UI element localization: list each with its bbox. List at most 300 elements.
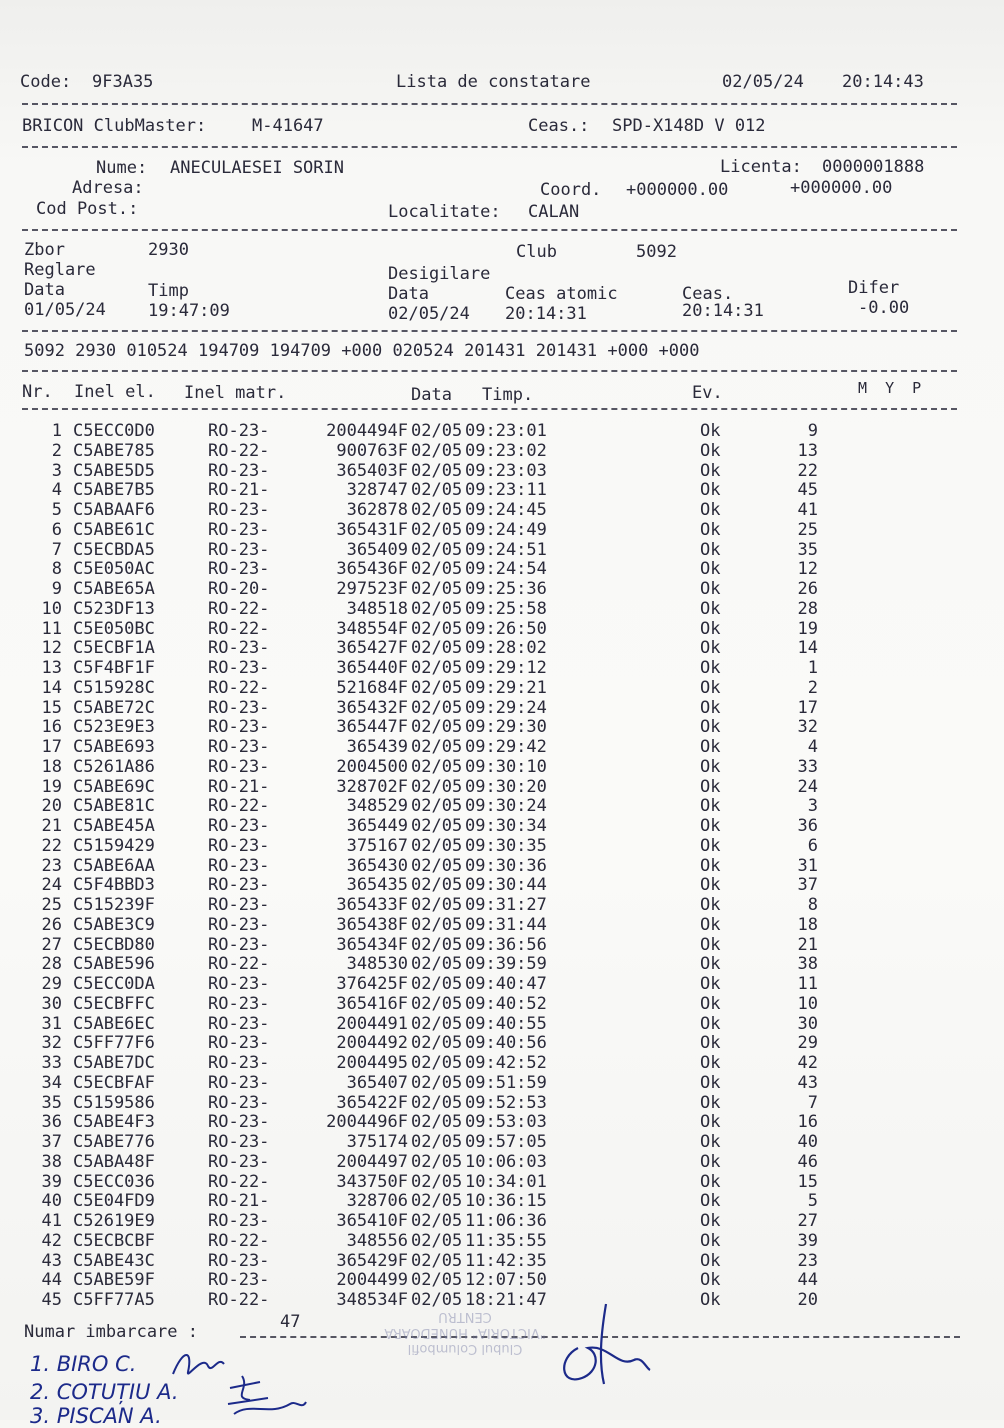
row-inel-prefix: RO-23- <box>208 559 270 580</box>
row-inel-prefix: RO-23- <box>208 500 270 520</box>
row-nr: 10 <box>41 598 62 619</box>
row-nr: 18 <box>41 756 62 777</box>
row-inel-number: 365432F <box>336 697 408 718</box>
row-inel-number: 2004499 <box>336 1270 408 1291</box>
reglare-timp-label: Timp <box>148 281 189 301</box>
row-inel-el: C5ABE6AA <box>73 855 155 876</box>
row-inel-number: 343750F <box>336 1171 408 1192</box>
row-position: 23 <box>797 1250 818 1271</box>
row-inel-number: 328702F <box>336 776 408 797</box>
row-inel-prefix: RO-23- <box>208 914 270 935</box>
table-row <box>0 480 1004 500</box>
row-position: 5 <box>807 1191 818 1212</box>
row-event: Ok <box>700 1151 721 1172</box>
desigilare-data-label: Data <box>388 284 429 304</box>
row-event: Ok <box>700 1013 721 1034</box>
row-inel-number: 365409 <box>346 539 408 560</box>
row-date: 02/05 <box>411 776 463 797</box>
row-nr: 36 <box>41 1112 62 1133</box>
row-date: 02/05 <box>411 638 463 659</box>
row-event: Ok <box>700 717 721 738</box>
table-row <box>0 994 1004 1014</box>
code-label: Code: <box>20 72 72 92</box>
row-event: Ok <box>700 737 721 757</box>
row-nr: 2 <box>51 440 62 461</box>
row-date: 02/05 <box>411 1230 463 1251</box>
row-inel-prefix: RO-23- <box>208 1151 270 1172</box>
row-time: 09:23:02 <box>465 440 547 461</box>
row-inel-prefix: RO-23- <box>208 934 270 955</box>
table-row <box>0 678 1004 698</box>
row-nr: 29 <box>41 974 62 994</box>
row-date: 02/05 <box>411 1092 463 1113</box>
row-inel-prefix: RO-23- <box>208 974 270 994</box>
row-position: 11 <box>797 974 818 994</box>
row-date: 02/05 <box>411 756 463 777</box>
row-inel-el: C5ABE3C9 <box>73 914 155 935</box>
row-inel-el: C5ECBF1A <box>73 638 155 659</box>
col-inel-matr: Inel matr. <box>184 383 287 403</box>
row-date: 02/05 <box>411 1290 463 1310</box>
reglare-label: Reglare <box>24 260 96 280</box>
row-inel-prefix: RO-21- <box>208 1191 270 1212</box>
row-date: 02/05 <box>411 1171 463 1192</box>
row-nr: 26 <box>41 914 62 935</box>
handwritten-signatory-2: 2. COTUȚIU A. <box>30 1380 179 1404</box>
document-title: Lista de constatare <box>396 72 591 92</box>
row-date: 02/05 <box>411 1053 463 1073</box>
table-row <box>0 1251 1004 1271</box>
desigilare-ceas: 20:14:31 <box>682 301 764 321</box>
row-position: 15 <box>797 1171 818 1192</box>
row-inel-number: 365438F <box>336 914 408 935</box>
row-inel-el: C5159586 <box>73 1092 155 1113</box>
row-time: 09:52:53 <box>465 1092 547 1113</box>
row-event: Ok <box>700 500 721 520</box>
row-inel-number: 365407 <box>346 1072 408 1093</box>
row-position: 29 <box>797 1033 818 1054</box>
row-time: 09:28:02 <box>465 638 547 659</box>
row-event: Ok <box>700 1171 721 1192</box>
reglare-data: 01/05/24 <box>24 300 106 320</box>
separator <box>22 408 957 410</box>
row-event: Ok <box>700 1250 721 1271</box>
row-time: 09:29:12 <box>465 658 547 678</box>
row-inel-el: C523E9E3 <box>73 717 155 738</box>
row-inel-number: 365429F <box>336 1250 408 1271</box>
row-time: 09:30:24 <box>465 796 547 817</box>
row-inel-prefix: RO-23- <box>208 737 270 757</box>
separator <box>22 146 957 148</box>
row-inel-number: 2004494F <box>326 421 408 441</box>
row-date: 02/05 <box>411 717 463 738</box>
nume-label: Nume: <box>96 158 148 178</box>
col-timp: Timp. <box>482 385 534 405</box>
row-event: Ok <box>700 1092 721 1113</box>
row-time: 09:51:59 <box>465 1072 547 1093</box>
row-date: 02/05 <box>411 1250 463 1271</box>
row-date: 02/05 <box>411 440 463 461</box>
code-value: 9F3A35 <box>92 72 154 92</box>
row-nr: 32 <box>41 1033 62 1054</box>
clubmaster-label: BRICON ClubMaster: <box>22 116 207 136</box>
row-inel-prefix: RO-23- <box>208 875 270 896</box>
row-nr: 7 <box>51 539 62 560</box>
row-inel-el: C5ECC0DA <box>73 974 155 994</box>
table-row <box>0 1231 1004 1251</box>
row-event: Ok <box>700 1053 721 1073</box>
row-inel-prefix: RO-22- <box>208 440 270 461</box>
row-event: Ok <box>700 579 721 599</box>
row-date: 02/05 <box>411 914 463 935</box>
row-event: Ok <box>700 618 721 639</box>
club-stamp: Clubul Columbofil "VICTORIA" HUNEDOARA CENTRU <box>384 1309 546 1356</box>
row-date: 02/05 <box>411 1013 463 1034</box>
row-nr: 30 <box>41 993 62 1014</box>
row-date: 02/05 <box>411 1072 463 1093</box>
row-position: 42 <box>797 1053 818 1073</box>
row-position: 24 <box>797 776 818 797</box>
row-date: 02/05 <box>411 1211 463 1231</box>
row-time: 12:07:50 <box>465 1270 547 1291</box>
ceas-atomic-label: Ceas atomic <box>505 284 618 304</box>
row-time: 09:31:27 <box>465 895 547 915</box>
row-date: 02/05 <box>411 1270 463 1291</box>
row-date: 02/05 <box>411 954 463 975</box>
owner-name: ANECULAESEI SORIN <box>170 158 344 178</box>
row-position: 14 <box>797 638 818 659</box>
row-inel-number: 348556 <box>346 1230 408 1251</box>
row-inel-number: 2004491 <box>336 1013 408 1034</box>
table-row <box>0 1112 1004 1132</box>
row-time: 09:25:58 <box>465 598 547 619</box>
row-event: Ok <box>700 638 721 659</box>
row-inel-el: C5ECC036 <box>73 1171 155 1192</box>
row-inel-el: C5ABE596 <box>73 954 155 975</box>
row-event: Ok <box>700 559 721 580</box>
row-date: 02/05 <box>411 796 463 817</box>
row-nr: 44 <box>41 1270 62 1291</box>
row-position: 26 <box>797 579 818 599</box>
row-date: 02/05 <box>411 1033 463 1054</box>
table-row <box>0 1152 1004 1172</box>
row-position: 12 <box>797 559 818 580</box>
row-date: 02/05 <box>411 934 463 955</box>
row-position: 16 <box>797 1112 818 1133</box>
row-inel-el: C5ABE61C <box>73 519 155 540</box>
row-position: 27 <box>797 1211 818 1231</box>
row-time: 10:06:03 <box>465 1151 547 1172</box>
row-event: Ok <box>700 539 721 560</box>
row-time: 11:42:35 <box>465 1250 547 1271</box>
row-inel-prefix: RO-23- <box>208 1013 270 1034</box>
print-date: 02/05/24 <box>722 72 804 92</box>
table-row <box>0 856 1004 876</box>
row-nr: 6 <box>51 519 62 540</box>
row-inel-el: C5ECBCBF <box>73 1230 155 1251</box>
row-position: 35 <box>797 539 818 560</box>
row-time: 09:29:24 <box>465 697 547 718</box>
row-inel-number: 521684F <box>336 677 408 698</box>
row-event: Ok <box>700 993 721 1014</box>
row-inel-number: 365427F <box>336 638 408 659</box>
row-event: Ok <box>700 875 721 896</box>
row-time: 11:35:55 <box>465 1230 547 1251</box>
row-nr: 17 <box>41 737 62 757</box>
separator <box>22 103 957 105</box>
row-time: 09:23:01 <box>465 421 547 441</box>
row-nr: 45 <box>41 1290 62 1310</box>
row-inel-prefix: RO-23- <box>208 1211 270 1231</box>
table-row <box>0 540 1004 560</box>
zbor-value: 2930 <box>148 240 189 260</box>
reglare-data-label: Data <box>24 280 65 300</box>
row-position: 9 <box>807 421 818 441</box>
row-inel-number: 376425F <box>336 974 408 994</box>
table-row <box>0 1053 1004 1073</box>
row-date: 02/05 <box>411 993 463 1014</box>
row-position: 1 <box>807 658 818 678</box>
row-time: 09:24:49 <box>465 519 547 540</box>
row-nr: 28 <box>41 954 62 975</box>
row-inel-prefix: RO-23- <box>208 756 270 777</box>
row-time: 09:29:21 <box>465 677 547 698</box>
row-inel-prefix: RO-23- <box>208 1132 270 1152</box>
col-nr: Nr. <box>22 382 53 402</box>
difer-value: -0.00 <box>858 298 910 318</box>
row-inel-el: C5ABE693 <box>73 737 155 757</box>
col-inel-el: Inel el. <box>74 382 156 402</box>
row-inel-el: C5ABE43C <box>73 1250 155 1271</box>
row-inel-number: 365440F <box>336 658 408 678</box>
row-nr: 33 <box>41 1053 62 1073</box>
row-position: 33 <box>797 756 818 777</box>
row-position: 46 <box>797 1151 818 1172</box>
row-time: 09:30:10 <box>465 756 547 777</box>
codpost-label: Cod Post.: <box>36 199 139 219</box>
row-position: 22 <box>797 460 818 481</box>
row-inel-el: C5ECBDA5 <box>73 539 155 560</box>
row-inel-number: 328747 <box>346 480 408 501</box>
desigilare-label: Desigilare <box>388 264 491 284</box>
row-nr: 39 <box>41 1171 62 1192</box>
table-row <box>0 441 1004 461</box>
table-row <box>0 421 1004 441</box>
row-inel-number: 365403F <box>336 460 408 481</box>
row-inel-number: 365422F <box>336 1092 408 1113</box>
row-date: 02/05 <box>411 1151 463 1172</box>
row-position: 6 <box>807 835 818 856</box>
row-event: Ok <box>700 658 721 678</box>
row-inel-number: 2004492 <box>336 1033 408 1054</box>
row-event: Ok <box>700 974 721 994</box>
signature-scribble-main <box>548 1298 658 1390</box>
row-inel-prefix: RO-22- <box>208 598 270 619</box>
licenta-label: Licenta: <box>720 157 802 177</box>
row-nr: 37 <box>41 1132 62 1152</box>
row-time: 09:30:20 <box>465 776 547 797</box>
localitate-label: Localitate: <box>388 202 501 222</box>
row-inel-prefix: RO-23- <box>208 835 270 856</box>
row-nr: 15 <box>41 697 62 718</box>
row-inel-prefix: RO-22- <box>208 796 270 817</box>
row-time: 09:30:34 <box>465 816 547 836</box>
table-row <box>0 875 1004 895</box>
row-inel-number: 365439 <box>346 737 408 757</box>
row-time: 09:40:56 <box>465 1033 547 1054</box>
row-nr: 35 <box>41 1092 62 1113</box>
row-inel-el: C5ABE69C <box>73 776 155 797</box>
table-row <box>0 796 1004 816</box>
row-date: 02/05 <box>411 539 463 560</box>
row-time: 09:25:36 <box>465 579 547 599</box>
row-position: 2 <box>807 677 818 698</box>
row-date: 02/05 <box>411 855 463 876</box>
row-position: 38 <box>797 954 818 975</box>
row-position: 19 <box>797 618 818 639</box>
row-position: 44 <box>797 1270 818 1291</box>
row-time: 09:30:35 <box>465 835 547 856</box>
row-time: 09:23:11 <box>465 480 547 501</box>
row-event: Ok <box>700 934 721 955</box>
row-inel-number: 365410F <box>336 1211 408 1231</box>
signature-scribble-1 <box>168 1344 228 1384</box>
table-row <box>0 1172 1004 1192</box>
row-inel-prefix: RO-23- <box>208 1092 270 1113</box>
row-inel-prefix: RO-23- <box>208 895 270 915</box>
table-row <box>0 777 1004 797</box>
reglare-timp: 19:47:09 <box>148 301 230 321</box>
row-event: Ok <box>700 816 721 836</box>
row-inel-number: 348530 <box>346 954 408 975</box>
table-row <box>0 559 1004 579</box>
table-row <box>0 599 1004 619</box>
row-inel-number: 365430 <box>346 855 408 876</box>
row-inel-prefix: RO-22- <box>208 1171 270 1192</box>
table-row <box>0 1132 1004 1152</box>
row-event: Ok <box>700 1112 721 1133</box>
row-inel-prefix: RO-22- <box>208 954 270 975</box>
row-event: Ok <box>700 1033 721 1054</box>
row-inel-number: 365436F <box>336 559 408 580</box>
table-row <box>0 737 1004 757</box>
row-inel-prefix: RO-22- <box>208 618 270 639</box>
row-inel-prefix: RO-22- <box>208 1290 270 1310</box>
row-event: Ok <box>700 519 721 540</box>
coord-longitude: +000000.00 <box>790 178 893 198</box>
table-row <box>0 816 1004 836</box>
table-row <box>0 915 1004 935</box>
row-date: 02/05 <box>411 974 463 994</box>
row-inel-number: 362878 <box>346 500 408 520</box>
row-time: 10:36:15 <box>465 1191 547 1212</box>
row-inel-number: 365433F <box>336 895 408 915</box>
row-inel-prefix: RO-23- <box>208 1033 270 1054</box>
row-inel-number: 365447F <box>336 717 408 738</box>
coord-label: Coord. <box>540 180 602 200</box>
row-inel-el: C5E04FD9 <box>73 1191 155 1212</box>
row-event: Ok <box>700 677 721 698</box>
row-date: 02/05 <box>411 519 463 540</box>
table-row <box>0 1014 1004 1034</box>
table-row <box>0 579 1004 599</box>
row-nr: 31 <box>41 1013 62 1034</box>
col-ev: Ev. <box>692 383 723 403</box>
row-inel-prefix: RO-23- <box>208 539 270 560</box>
row-position: 41 <box>797 500 818 520</box>
row-date: 02/05 <box>411 835 463 856</box>
licenta-value: 0000001888 <box>822 157 925 177</box>
row-position: 40 <box>797 1132 818 1152</box>
row-inel-el: C5ABE4F3 <box>73 1112 155 1133</box>
numar-imbarcare-label: Numar imbarcare : <box>24 1322 198 1342</box>
row-date: 02/05 <box>411 875 463 896</box>
row-inel-number: 365431F <box>336 519 408 540</box>
desigilare-data: 02/05/24 <box>388 304 470 324</box>
row-time: 09:40:47 <box>465 974 547 994</box>
row-time: 09:39:59 <box>465 954 547 975</box>
row-inel-prefix: RO-23- <box>208 421 270 441</box>
row-event: Ok <box>700 697 721 718</box>
table-row <box>0 895 1004 915</box>
table-row <box>0 619 1004 639</box>
row-event: Ok <box>700 895 721 915</box>
club-label: Club <box>516 242 557 262</box>
row-inel-prefix: RO-23- <box>208 658 270 678</box>
row-inel-number: 348518 <box>346 598 408 619</box>
separator <box>22 370 957 372</box>
row-event: Ok <box>700 1072 721 1093</box>
row-inel-number: 365416F <box>336 993 408 1014</box>
table-row <box>0 1093 1004 1113</box>
desigilare-ceas-atomic: 20:14:31 <box>505 304 587 324</box>
row-nr: 4 <box>51 480 62 501</box>
row-inel-el: C5ABE81C <box>73 796 155 817</box>
row-inel-prefix: RO-23- <box>208 1112 270 1133</box>
separator <box>22 229 957 231</box>
row-event: Ok <box>700 756 721 777</box>
row-event: Ok <box>700 440 721 461</box>
row-nr: 40 <box>41 1191 62 1212</box>
zbor-label: Zbor <box>24 240 65 260</box>
row-event: Ok <box>700 1211 721 1231</box>
ceas-value: SPD-X148D V 012 <box>612 116 766 136</box>
row-inel-prefix: RO-23- <box>208 638 270 659</box>
row-inel-prefix: RO-23- <box>208 460 270 481</box>
row-nr: 25 <box>41 895 62 915</box>
row-nr: 42 <box>41 1230 62 1251</box>
row-inel-el: C5E050AC <box>73 559 155 580</box>
row-inel-el: C52619E9 <box>73 1211 155 1231</box>
row-inel-el: C5E050BC <box>73 618 155 639</box>
row-time: 09:30:44 <box>465 875 547 896</box>
row-event: Ok <box>700 835 721 856</box>
row-position: 39 <box>797 1230 818 1251</box>
row-nr: 16 <box>41 717 62 738</box>
row-inel-el: C5ECBFAF <box>73 1072 155 1093</box>
row-inel-prefix: RO-23- <box>208 697 270 718</box>
row-inel-el: C5ECC0D0 <box>73 421 155 441</box>
print-time: 20:14:43 <box>842 72 924 92</box>
row-nr: 19 <box>41 776 62 797</box>
row-position: 45 <box>797 480 818 501</box>
row-inel-el: C5ABA48F <box>73 1151 155 1172</box>
row-time: 09:31:44 <box>465 914 547 935</box>
row-inel-prefix: RO-23- <box>208 717 270 738</box>
row-position: 25 <box>797 519 818 540</box>
row-date: 02/05 <box>411 618 463 639</box>
row-inel-el: C5ABE7B5 <box>73 480 155 501</box>
